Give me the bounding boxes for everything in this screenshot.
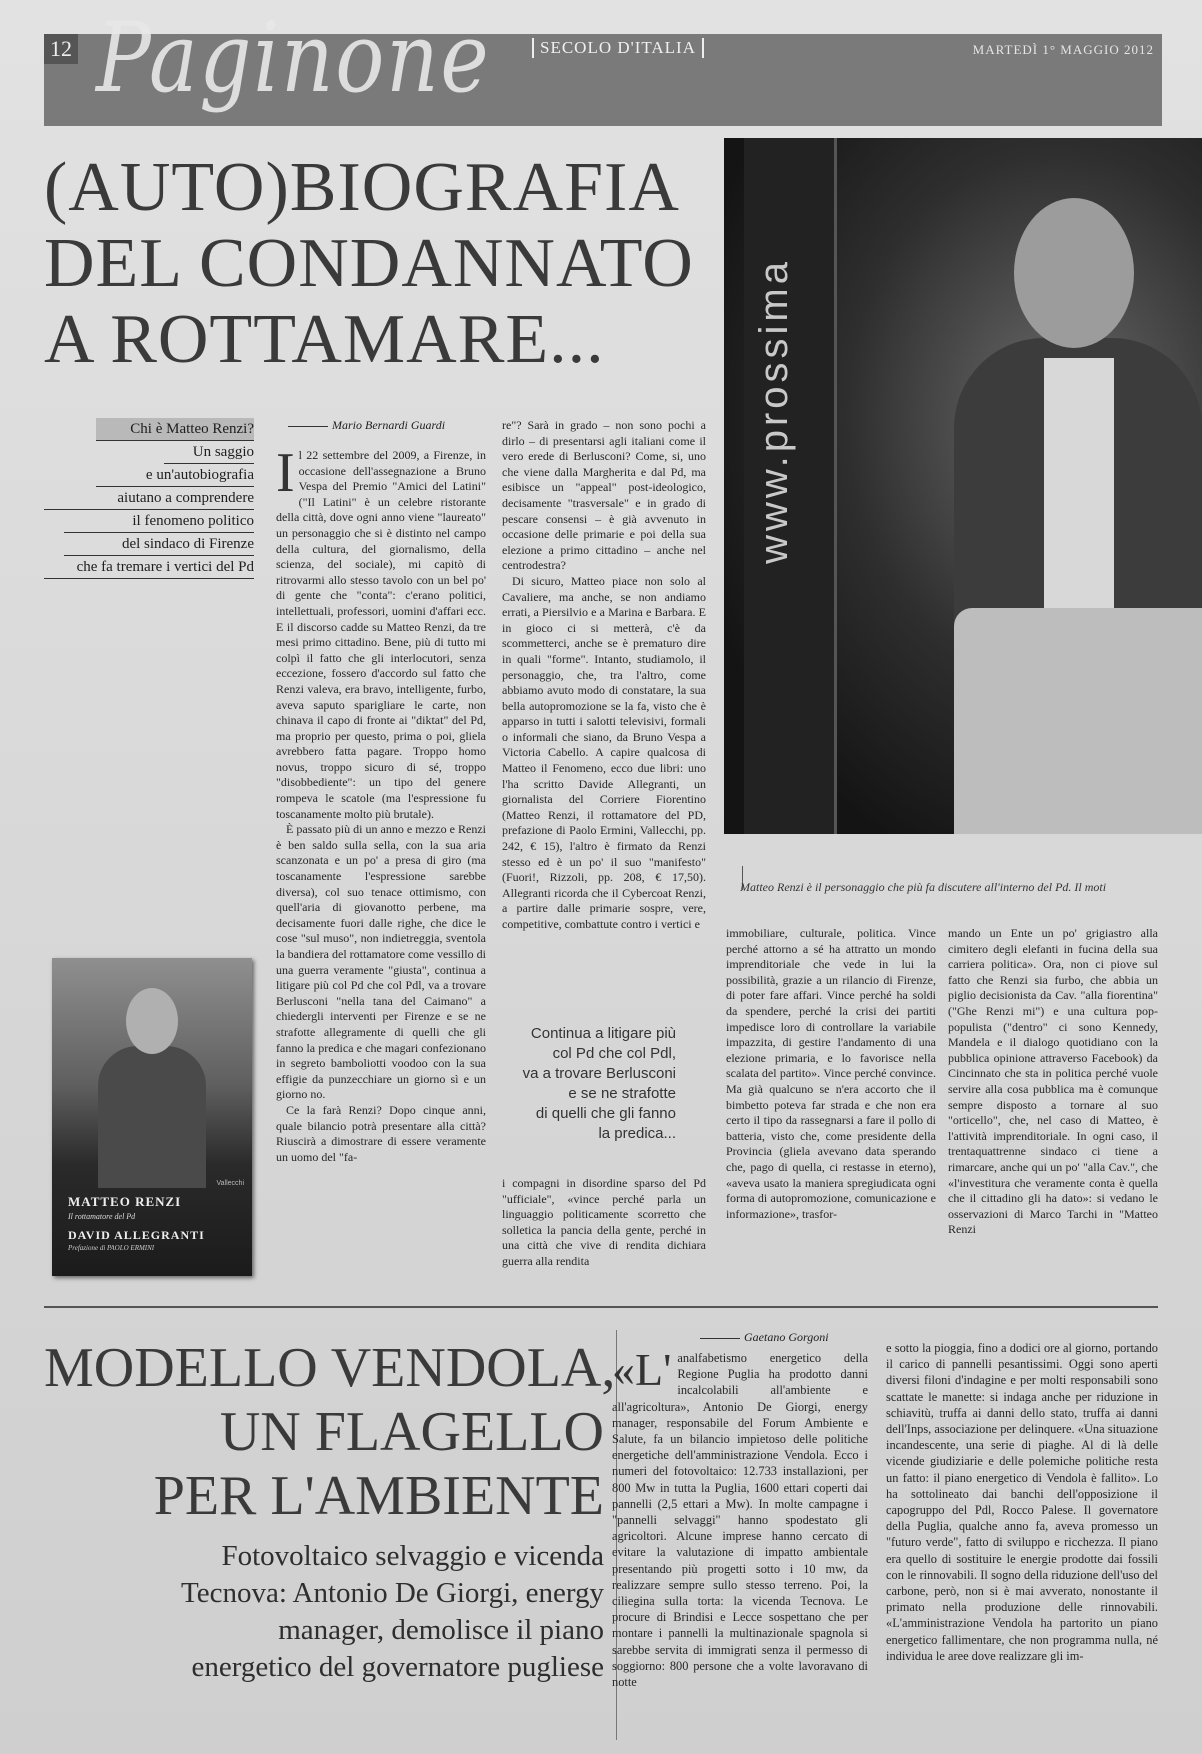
deck-line: aiutano a comprendere: [44, 487, 254, 510]
paragraph: l 22 settembre del 2009, a Firenze, in occasione dell'assegnazione a Bruno Vespa del Premio "Amici del Latini" ("Il Latini" è un celebre ristorante della città, dove ogni anno viene "laureato" un personaggio che si è distinto nel campo della cultura, del giornalismo, della scienza, del sociale), mi capitò di ritrovarmi allo stesso tavolo con un bel po' di gente che "conta": c'erano politici, intellettuali, professori, uomini d'affari ecc. E il discorso cadde su Matteo Renzi, da tre mesi primo cittadino. Bene, più di tutto mi colpì il fatto che gli interlocutori, senza eccezione, fossero d'accordo sul fatto che Renzi valeva, era bravo, intelligente, furbo, aveva saputo sparigliare le carte, non chinava il capo di fronte ai "diktat" del Pd, ma proprio per questo, prima o poi, gliela avrebbero fatta pagare. Troppo homo novus, troppo sicuro di sé, troppo "disobbediente": un tipo del genere rompeva le scatole (ma l'espressione fu toscanamente molto più brutale).: [276, 448, 486, 821]
masthead: SECOLO D'ITALIA: [532, 38, 704, 58]
book-cover-portrait: [98, 988, 206, 1188]
article-column-3: [726, 926, 936, 1294]
article-deck: [44, 418, 254, 579]
pull-quote: [498, 1024, 676, 1144]
paragraph: re"? Sarà in grado – non sono pochi a dirlo – di presentarsi agli italiani come il vero erede di Berlusconi? Come, si, uno che viene dalla Margherita e dal Pd, ma esibisce un "appeal" post-ideologico, decisamente "trasversale" e in grado di pescare consensi – è già avvenuto in occasione delle primarie e poi della sua elezione a primo cittadino – anche nel centrodestra?: [502, 418, 706, 573]
photo-subject-head: [1014, 198, 1134, 348]
photo-banner-text: www.prossima: [752, 258, 796, 564]
paragraph: Di sicuro, Matteo piace non solo al Cavaliere, ma anche, se non andiamo errati, a Piersilvio e a Marina e Barbara. E in gioco ci si metterà, c'è da scommetterci, anche se è prematuro dire in quali "forme". Intanto, studiamolo, il personaggio, che, tra l'altro, come abbiamo avuto modo di constatare, la sua bella autopromozione se la fa, visto che è apparso in tutti i salotti televisivi, formali o informali che siano, da Bruno Vespa a Victoria Cabello. A capire qualcosa di Matteo il Fenomeno, ecco due libri: uno l'ha scritto Davide Allegranti, un giornalista del Corriere Fiorentino (Matteo Renzi, il rottamatore del PD, prefazione di Paolo Ermini, Vallecchi, pp. 242, € 15), l'altro è firmato da Renzi stesso ed è un po' il suo "manifesto" (Fuori!, Rizzoli, pp. 208, € 17,50). Allegranti ricorda che il Cybercoat Renzi, a partire dalle primarie sospre, vere, competitive, combattute contro i vertici e: [502, 573, 706, 931]
photo-banner: [744, 138, 837, 834]
subhead-line: Tecnova: Antonio De Giorgi, energy: [181, 1577, 604, 1609]
paragraph: Ce la farà Renzi? Dopo cinque anni, quale bilancio potrà presentare alla città? Riuscirà a dimostrare di essere veramente un uomo del "fa-: [276, 1102, 486, 1164]
deck-line: e un'autobiografia: [96, 464, 254, 487]
opening-quote: «L': [612, 1350, 672, 1395]
photo-podium: [954, 608, 1202, 834]
article-byline: Mario Bernardi Guardi: [288, 418, 445, 433]
book-cover: [52, 958, 252, 1276]
headline-line: PER L'AMBIENTE: [153, 1465, 604, 1527]
subhead-line: manager, demolisce il piano: [278, 1614, 604, 1646]
subhead-line: Fotovoltaico selvaggio e vicenda: [221, 1540, 604, 1572]
article-column-2-continued: [502, 1176, 706, 1294]
paragraph: immobiliare, culturale, politica. Vince perché attorno a sé ha attratto un mondo imprenditoriale che vede in lui la possibilità, grazie a un rilancio di Firenze, di poter fare affari. Vince perché ha soldi da spendere, perché la crisi dei partiti impedisce loro di controllare la variabile impazzita, di gestire l'andamento di una elezione primaria, e lo favorisce nella scalata del partito». Vince perché convince. Ma già qualcuno se n'era accorto che il bimbetto poteva far strada e che non era certo il tipo da rassegnarsi a fare il pollo di batteria, visto che, come presidente della Provincia (gliela avevano data sperando che, pago di quella, ci restasse in eterno), «aveva usato la maniera spregiudicata ogni forma di autopromozione, comunicazione e informazione», trasfor-: [726, 926, 936, 1221]
article2-subhead: [44, 1538, 604, 1686]
pull-quote-line: di quelli che gli fanno: [535, 1105, 676, 1122]
drop-cap: I: [276, 448, 295, 504]
photo-caption: Matteo Renzi è il personaggio che più fa discutere all'interno del Pd. Il moti: [740, 880, 1107, 894]
issue-date: MARTEDÌ 1° MAGGIO 2012: [972, 42, 1154, 57]
article-column-1: [276, 448, 486, 1294]
paragraph: mando un Ente un po' grigiastro alla cimitero degli elefanti in fucina della sua carriera politica». Ora, non ci piove sul fatto che Renzi sia furbo, che abbia un piglio decisionista da Cav. "alla fiorentina" ("Ghe Renzi mi") e una cultura pop- populista ("dentro" ci sono Kennedy, Mandela e il dialogo quotidiano con la pubblica opinione attraverso Facebook) da Cincinnato che sta in politica perché vuole servire alla cosa pubblica ma è comunque sempre disposto a tornare al suo "orticello", che, nel caso di Matteo, è l'attività imprenditoriale. In ogni caso, il trentaquattrenne sindaco ci tiene a rimarcare, anche qui un po' "alla Cav.", che «l'investitura che veramente conta è quella che il cittadino gli ha dato»: si vedano le osservazioni di Marco Tarchi in "Matteo Renzi: [948, 926, 1158, 1237]
paragraph: i compagni in disordine sparso del Pd "ufficiale", «vince perché parla un linguaggio politicamente scorretto che solletica la pancia della gente, perché in una città che vive di rendita dichiara guerra alla rendita: [502, 1176, 706, 1268]
pull-quote-line: la predica...: [598, 1125, 676, 1142]
article2-headline: [44, 1336, 616, 1528]
book-publisher-line: [60, 1180, 244, 1187]
portrait-body: [98, 1046, 206, 1188]
pull-quote-line: e se ne strafotte: [568, 1085, 676, 1102]
deck-line: che fa tremare i vertici del Pd: [44, 556, 254, 579]
subhead-line: energetico del governatore pugliese: [191, 1651, 604, 1683]
headline-line: (AUTO)BIOGRAFIA: [44, 149, 680, 226]
headline-line: MODELLO VENDOLA,: [44, 1337, 616, 1399]
book-author: DAVID ALLEGRANTI: [68, 1228, 205, 1242]
portrait-head: [126, 988, 178, 1054]
headline-line: UN FLAGELLO: [219, 1401, 604, 1463]
deck-line: Chi è Matteo Renzi?: [96, 418, 254, 441]
book-preface: Prefazione di PAOLO ERMINI: [68, 1244, 155, 1252]
article-headline: [44, 150, 724, 378]
section-divider: [44, 1306, 1158, 1308]
article-photo: [724, 138, 1202, 834]
article2-byline: Gaetano Gorgoni: [700, 1330, 829, 1345]
book-subject: MATTEO RENZI: [68, 1194, 182, 1209]
paragraph: analfabetismo energetico della Regione Puglia ha prodotto danni incalcolabili all'ambiente e all'agricoltura», Antonio De Giorgi, energy manager, responsabile del Forum Ambiente e Salute, fa un bilancio impietoso delle politiche energetiche dell'amministrazione Vendola. Ecco i numeri del fotovoltaico: 12.733 installazioni, per 800 Mw in tutta la Puglia, 1600 ettari coperti dai pannelli (2,5 ettari a Mw). In molte campagne i "pannelli selvaggi" hanno spodestato gli agricoltori. Alcune imprese hanno cercato di evitare la valutazione di impatto ambientale presentando più progetti sotto i 10 mw, da realizzare sempre sullo stesso terreno. Poi, la ciliegina sulla torta: la vicenda Tecnova. Le procure di Brindisi e Lecce sospettano che per montare i pannelli la multinazionale spagnola si sarebbe servita di immigrati senza il permesso di soggiorno: 800 persone che a volte lavoravano di notte: [612, 1351, 868, 1690]
deck-line: il fenomeno politico: [64, 510, 254, 533]
deck-line: del sindaco di Firenze: [64, 533, 254, 556]
paragraph: e sotto la pioggia, fino a dodici ore al giorno, portando il carico di pannelli pesantissimi. Oggi sono aperti diversi filoni d'indagine e per molti responsabili sono scattate le manette: si indaga anche per riduzione in schiavitù, truffa ai danni dello stato, truffa ai danni dell'Inps, associazione per delinquere. «Una situazione incandescente, una serie di piaghe. Al di là delle vicende giudiziarie e delle polemiche politiche resta un fatto: il piano energetico di Vendola è fallito». Lo ha sottolineato dai banchi dell'opposizione il capogruppo del Pdl, Rocco Palese. Il governatore della Puglia, qualche anno fa, aveva promesso un "futuro verde", fatto di sviluppo e ricchezza. Il piano era quello di sostituire le energie prodotte dai fossili con le rinnovabili. Il sogno della riduzione dell'uso del carbone, però, non si è mai avverato, nonostante il primato nella produzione delle rinnovabili. «L'amministrazione Vendola ha partorito un piano energetico fallimentare, che non programma nulla, né individua le aree dove realizzare gli im-: [886, 1341, 1158, 1663]
pull-quote-line: Continua a litigare più: [530, 1025, 676, 1042]
article2-column-2: [886, 1340, 1158, 1740]
photo-subject-shirt: [1044, 358, 1114, 608]
paragraph: È passato più di un anno e mezzo e Renzi è ben saldo sulla sella, con la sua aria scanzonata e un po' a presa di giro (ma toscanamente l'espressione sarebbe diversa), col suo tenace ottimismo, con quell'aria di giovanotto perbene, ma decisamente fuori dalle righe, che dice le cose "sul muso", non indietreggia, sventola la bandiera del rottamatore come vessillo di una guerra veramente "giusta", continua a litigare più col Pd che col Pdl, va a trovare Berlusconi "nella tana del Caimano" a chiedergli interventi per Firenze e se ne strafotte allegramente di quelli che gli fanno la predica e che magari confezionano in segreto bamboliotti voodoo con la sua effigie da punzecchiare un giorno sì e un giorno no.: [276, 822, 486, 1102]
headline-line: DEL CONDANNATO: [44, 225, 694, 302]
book-publisher: Vallecchi: [216, 1180, 244, 1187]
headline-line: A ROTTAMARE...: [44, 301, 605, 378]
article2-column-1: [612, 1350, 868, 1740]
section-title: Paginone: [96, 2, 491, 114]
pull-quote-line: va a trovare Berlusconi: [522, 1065, 676, 1082]
pull-quote-line: col Pd che col Pdl,: [552, 1045, 676, 1062]
book-subtitle: Il rottamatore del Pd: [68, 1212, 136, 1221]
deck-line: Un saggio: [164, 441, 254, 464]
page-number: 12: [44, 34, 78, 64]
article-column-4: [948, 926, 1158, 1294]
article-column-2: [502, 418, 706, 998]
